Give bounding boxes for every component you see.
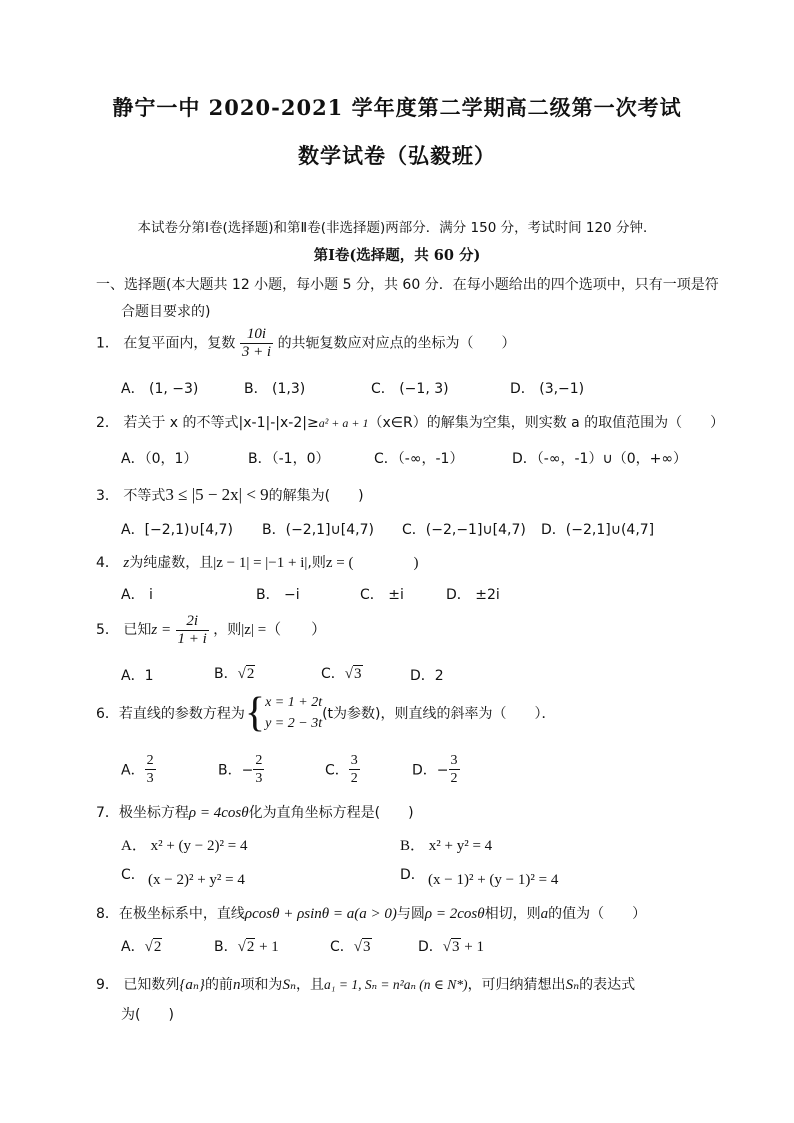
question-8-circle-eq: ρ = 2cosθ	[424, 906, 485, 922]
question-8-option-c-label: C．	[330, 939, 354, 955]
question-8-option-a-radicand: 2	[153, 939, 162, 955]
part-instructions-line2: 合题目要求的)	[121, 304, 211, 320]
question-4-blank: z = ( )	[325, 555, 419, 571]
question-7-option-b-text: B． x² + y² = 4	[400, 838, 493, 854]
question-8-option-b-tail: + 1	[255, 939, 279, 955]
question-3-stem	[96, 485, 364, 505]
question-8-option-d-radicand: 3	[452, 939, 460, 955]
question-4-z: z	[123, 555, 130, 571]
question-1-denominator: 3 + i	[241, 344, 272, 360]
question-8-prefix: 8．在极坐标系中，直线	[96, 906, 245, 922]
question-5-numerator: 2i	[176, 613, 209, 631]
denominator: 2	[450, 771, 458, 786]
question-3-suffix: 的解集为( )	[268, 488, 364, 504]
question-6-option-c	[325, 752, 360, 787]
question-8-stem	[96, 903, 646, 923]
question-1-option-a: A． (1, −3)	[121, 381, 199, 397]
question-9-n: n	[232, 977, 241, 993]
part-instructions-line1: 一、选择题(本大题共 12 小题，每小题 5 分，共 60 分．在每小题给出的四个选项中，只有一项是符	[96, 277, 719, 293]
numerator: 3	[350, 753, 358, 768]
section-title: 第Ⅰ卷(选择题，共 60 分)	[313, 247, 481, 264]
question-9-condition: a₁ = 1, Sₙ = n²aₙ (n ∈ N*)	[324, 977, 468, 992]
question-8-option-b-label: B．	[214, 939, 238, 955]
question-8-option-c	[330, 936, 372, 956]
question-7-suffix: 化为直角坐标方程是( )	[248, 805, 414, 821]
question-5-zeq: z =	[151, 622, 172, 638]
question-3-option-c: C．(−2,−1]∪[4,7)	[402, 522, 526, 538]
question-5-option-a: A．1	[121, 668, 154, 684]
exam-instructions: 本试卷分第Ⅰ卷(选择题)和第Ⅱ卷(非选择题)两部分．满分 150 分，考试时间 120 分钟．	[137, 220, 657, 236]
question-5-option-b-label: B．	[214, 666, 238, 682]
question-6-eq1: x = 1 + 2t	[265, 695, 323, 710]
question-9-mid2: 项和为	[240, 977, 283, 993]
sqrt-symbol: √2	[237, 666, 255, 682]
numerator: 3	[450, 753, 458, 768]
question-9-mid1: 的前	[204, 977, 233, 993]
exam-subtitle: 数学试卷（弘毅班）	[298, 143, 496, 168]
question-6-option-a-fraction	[145, 752, 156, 787]
question-5-option-c	[321, 663, 363, 683]
question-5-option-d: D．2	[410, 668, 444, 684]
sqrt-symbol: √3	[353, 939, 371, 955]
question-4-option-b: B． −i	[256, 587, 300, 603]
question-8-option-a	[121, 936, 162, 956]
question-8-suffix: 相切，则	[484, 906, 541, 922]
question-6-option-a	[121, 752, 156, 787]
question-1-option-d: D． (3,−1)	[510, 381, 585, 397]
question-2-option-d: D．（-∞，-1）∪（0，+∞）	[512, 451, 687, 467]
question-2-option-c: C．（-∞，-1）	[374, 451, 464, 467]
question-6-option-a-label: A．	[121, 762, 145, 779]
question-3-option-a: A．[−2,1)∪[4,7)	[121, 522, 233, 538]
question-1-prefix: 1． 在复平面内，复数	[96, 335, 236, 352]
question-7-option-a	[121, 834, 247, 855]
numerator: 2	[146, 753, 154, 768]
question-6-option-c-fraction	[349, 752, 360, 787]
question-7-option-b	[400, 834, 492, 855]
question-8-mid: 与圆	[396, 906, 425, 922]
question-6-option-c-label: C．	[325, 762, 349, 779]
question-2-math: a² + a + 1	[318, 416, 369, 430]
question-7-option-c-label: C．	[121, 867, 145, 883]
question-6-stem	[96, 692, 556, 734]
question-5-option-b-radicand: 2	[246, 666, 255, 682]
numerator: 2	[255, 753, 263, 768]
question-9-prefix: 9． 已知数列	[96, 977, 180, 993]
question-5-abs: |z| =（ ）	[241, 622, 327, 638]
question-6-option-d-label: D．−	[412, 762, 449, 779]
question-5-option-c-radicand: 3	[354, 666, 362, 682]
question-8-option-a-label: A．	[121, 939, 145, 955]
question-7-option-c-text: (x − 2)² + y² = 4	[148, 872, 245, 888]
question-8-end: 的值为（ ）	[548, 906, 647, 922]
sqrt-symbol: √3	[442, 939, 460, 955]
question-5-fraction	[176, 613, 209, 648]
question-2-option-b: B．（-1，0）	[248, 451, 330, 467]
question-3-math: 3 ≤ |5 − 2x| < 9	[165, 485, 269, 504]
question-9-sn: Sₙ	[282, 977, 297, 993]
question-1-fraction	[240, 326, 273, 361]
sqrt-symbol: √2	[144, 939, 162, 955]
question-9-mid3: ，且	[296, 977, 325, 993]
question-8-option-b	[214, 936, 279, 956]
question-9-sn2: Sₙ	[565, 977, 580, 993]
question-2-stem-a: 2． 若关于 x 的不等式|x-1|-|x-2|≥	[96, 415, 319, 431]
question-1-numerator: 10i	[240, 326, 273, 344]
question-9-suffix: 的表达式	[579, 977, 636, 993]
question-7-option-d-label: D．	[400, 867, 425, 883]
question-7-option-d	[428, 872, 558, 889]
question-6-prefix: 6．若直线的参数方程为	[96, 706, 245, 722]
question-7-prefix: 7．极坐标方程	[96, 805, 189, 821]
question-3-option-d: D．(−2,1]∪(4,7]	[541, 522, 655, 538]
denominator: 3	[255, 771, 263, 786]
question-8-option-d-tail: + 1	[460, 939, 484, 955]
question-2-stem-b: （x∈R）的解集为空集，则实数 a 的取值范围为（ ）	[368, 415, 725, 431]
question-7-math: ρ = 4cosθ	[188, 805, 249, 821]
question-5-prefix: 5． 已知	[96, 622, 152, 638]
question-7-option-c	[148, 872, 245, 889]
question-6-option-d	[412, 752, 460, 787]
question-1-suffix: 的共轭复数应对应点的坐标为（ ）	[277, 335, 516, 352]
question-5-stem	[96, 612, 326, 648]
question-8-option-d	[418, 936, 484, 956]
left-brace-icon: {	[244, 690, 266, 736]
question-6-option-d-fraction	[449, 752, 460, 787]
question-5-option-c-label: C．	[321, 666, 345, 682]
question-6-option-b-label: B．−	[218, 762, 254, 779]
question-9-mid4: ，可归纳猜想出	[467, 977, 566, 993]
question-5-denominator: 1 + i	[177, 630, 207, 647]
question-8-option-c-radicand: 3	[363, 939, 371, 955]
question-5-mid: ，则	[213, 622, 242, 638]
question-8-option-d-label: D．	[418, 939, 443, 955]
question-9-line2: 为( )	[121, 1007, 174, 1023]
question-6-option-b-fraction	[253, 752, 264, 787]
question-6-option-b	[218, 752, 264, 787]
question-6-eq2: y = 2 − 3t	[265, 716, 323, 731]
question-1-option-c: C． (−1, 3)	[371, 381, 449, 397]
question-7-stem	[96, 802, 414, 822]
question-4-condition: |z − 1| = |−1 + i|	[213, 555, 308, 571]
question-4-suffix: ,则	[307, 555, 326, 571]
denominator: 2	[350, 771, 358, 786]
question-9-stem	[96, 974, 635, 994]
question-8-line-eq: ρcosθ + ρsinθ = a(a > 0)	[244, 906, 397, 922]
question-2-stem	[96, 412, 724, 432]
question-2-option-a: A．（0，1）	[121, 451, 198, 467]
question-8-a: a	[540, 906, 549, 922]
question-4-option-d: D． ±2i	[446, 587, 500, 603]
question-4-option-a: A． i	[121, 587, 153, 603]
question-3-prefix: 3． 不等式	[96, 488, 166, 504]
question-5-option-b	[214, 663, 255, 683]
denominator: 3	[146, 771, 154, 786]
question-9-sequence: {aₙ}	[179, 977, 205, 993]
question-4-mid: 为纯虚数，且	[129, 555, 214, 571]
question-7-option-d-text: (x − 1)² + (y − 1)² = 4	[428, 872, 559, 888]
question-6-mid: (t为参数)，则直线的斜率为（ ）．	[322, 706, 556, 722]
question-1-stem	[96, 326, 516, 361]
question-4-stem	[96, 551, 418, 572]
question-4-option-c: C． ±i	[360, 587, 404, 603]
question-3-option-b: B．(−2,1]∪[4,7)	[262, 522, 374, 538]
question-4-prefix: 4．	[96, 555, 119, 571]
question-7-option-a-text: A． x² + (y − 2)² = 4	[121, 838, 248, 854]
question-8-option-b-radicand: 2	[246, 939, 255, 955]
question-1-option-b: B． (1,3)	[244, 381, 306, 397]
exam-title: 静宁一中 2020-2021 学年度第二学期高二级第一次考试	[112, 95, 682, 120]
question-6-system	[265, 692, 322, 734]
sqrt-symbol: √3	[344, 666, 362, 682]
sqrt-symbol: √2	[237, 939, 255, 955]
